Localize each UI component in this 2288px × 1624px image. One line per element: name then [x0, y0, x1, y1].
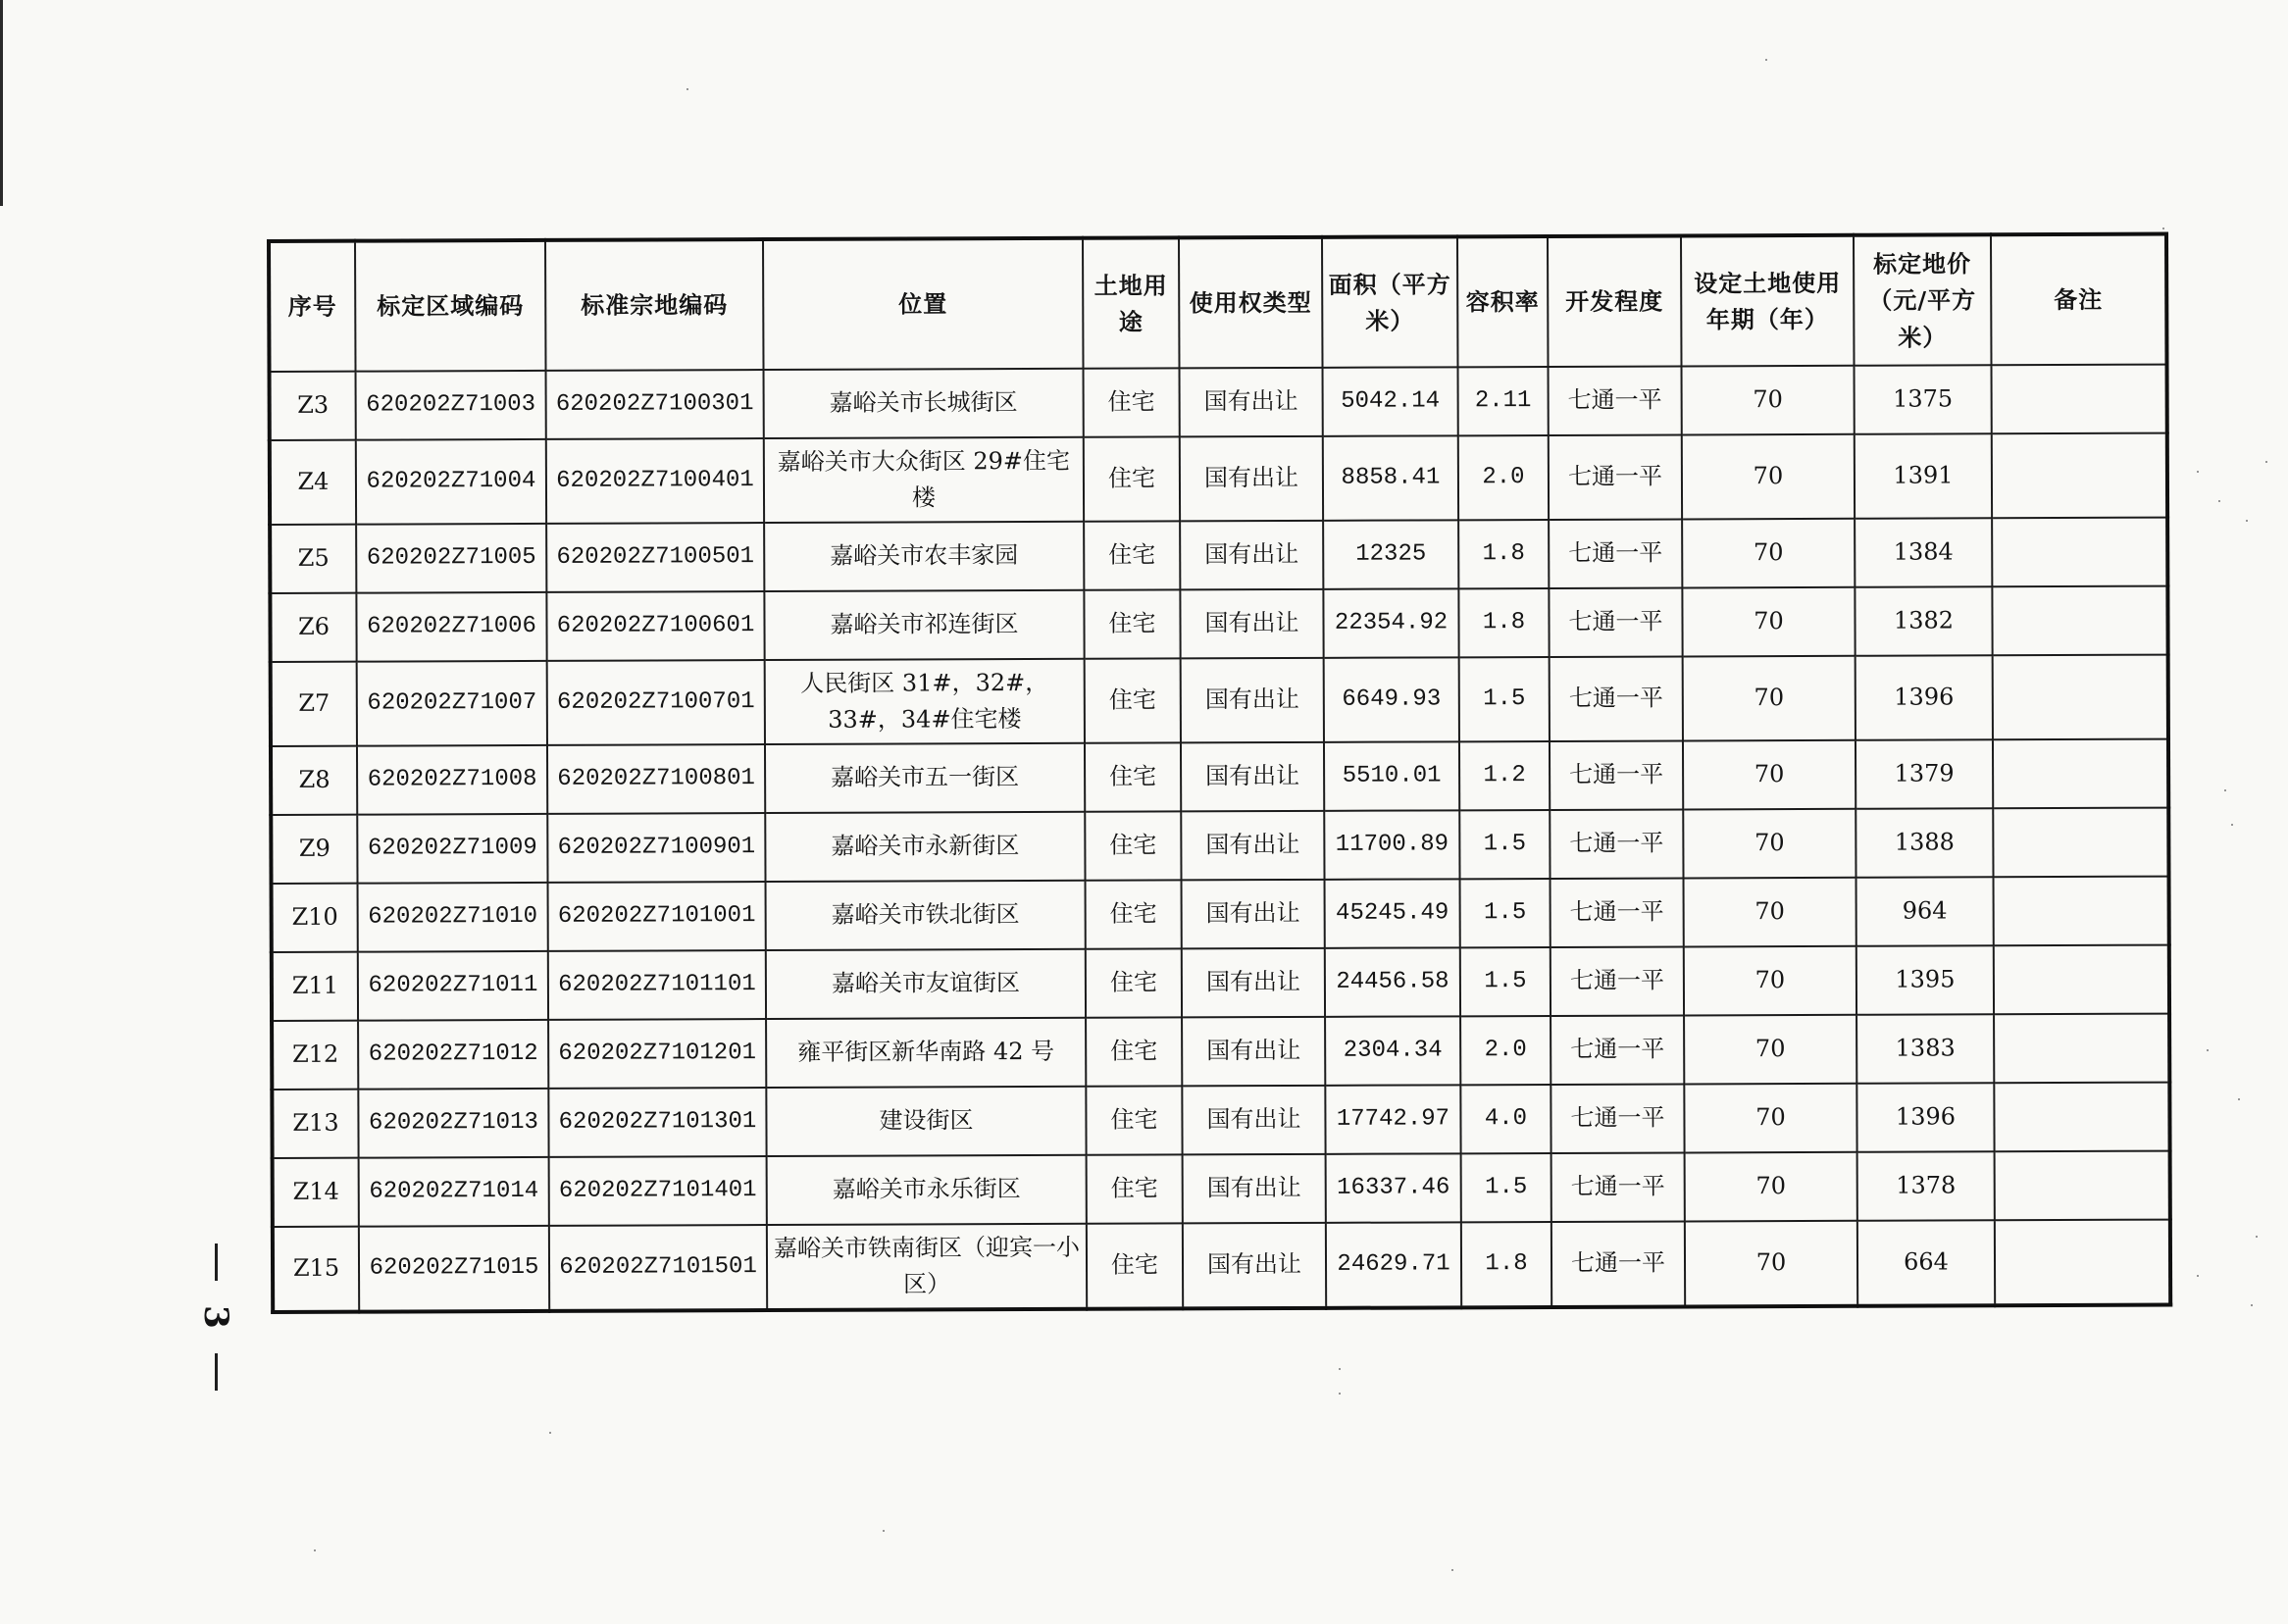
table-row [270, 586, 2167, 662]
cell-land-use: 住宅 [1086, 948, 1182, 1017]
cell-seq: Z13 [272, 1090, 358, 1158]
header-term: 设定土地使用年期（年） [1681, 235, 1855, 367]
cell-area: 24629.71 [1326, 1222, 1461, 1308]
table-row [273, 1151, 2170, 1227]
table-row [272, 945, 2169, 1021]
cell-term: 70 [1682, 434, 1855, 520]
cell-development: 七通一平 [1549, 434, 1682, 520]
land-price-table [267, 232, 2172, 1314]
cell-term: 70 [1683, 656, 1856, 741]
cell-term: 70 [1684, 878, 1856, 947]
cell-development: 七通一平 [1551, 878, 1684, 947]
cell-plot-ratio: 1.5 [1459, 810, 1550, 879]
cell-land-use: 住宅 [1084, 589, 1180, 658]
header-row [269, 234, 2166, 372]
header-remarks: 备注 [1991, 234, 2167, 366]
cell-seq: Z8 [271, 746, 357, 815]
cell-price: 964 [1856, 877, 1994, 946]
scan-speck [686, 88, 688, 90]
page-number [192, 1243, 239, 1391]
cell-parcel-code: 620202Z7100501 [546, 523, 764, 592]
cell-plot-ratio: 2.11 [1458, 367, 1549, 435]
cell-location: 嘉峪关市农丰家园 [764, 522, 1084, 591]
cell-remarks [1995, 1220, 2170, 1306]
cell-right-type: 国有出让 [1183, 1223, 1326, 1309]
cell-region-code: 620202Z71005 [356, 524, 546, 593]
header-location: 位置 [763, 238, 1084, 370]
cell-term: 70 [1683, 809, 1856, 879]
cell-right-type: 国有出让 [1182, 1086, 1325, 1155]
cell-remarks [1993, 655, 2168, 740]
cell-remarks [1992, 365, 2167, 434]
cell-seq: Z3 [270, 372, 356, 440]
header-plot-ratio: 容积率 [1457, 236, 1549, 367]
table-row [272, 1083, 2169, 1158]
scan-speck [2207, 1049, 2209, 1051]
cell-location: 嘉峪关市祁连街区 [764, 590, 1084, 660]
cell-land-use: 住宅 [1085, 811, 1181, 880]
cell-location: 嘉峪关市铁北街区 [766, 881, 1086, 950]
header-area: 面积（平方米） [1322, 236, 1458, 368]
cell-parcel-code: 620202Z7100801 [547, 744, 765, 814]
scan-speck [1339, 1393, 1341, 1395]
cell-plot-ratio: 1.5 [1460, 879, 1551, 947]
cell-price: 664 [1857, 1220, 1995, 1306]
cell-term: 70 [1685, 1152, 1857, 1222]
cell-plot-ratio: 1.2 [1459, 741, 1550, 810]
cell-region-code: 620202Z71011 [358, 951, 548, 1021]
page-number-dash-bottom [215, 1353, 218, 1391]
cell-parcel-code: 620202Z7100901 [547, 813, 765, 883]
cell-parcel-code: 620202Z7100601 [546, 591, 764, 661]
cell-right-type: 国有出让 [1181, 742, 1324, 812]
cell-term: 70 [1684, 1015, 1856, 1085]
scan-speck [2218, 500, 2220, 502]
cell-area: 5042.14 [1323, 367, 1458, 436]
cell-term: 70 [1682, 519, 1855, 588]
cell-region-code: 620202Z71014 [359, 1157, 549, 1227]
table-row [270, 518, 2167, 593]
cell-land-use: 住宅 [1086, 1086, 1182, 1154]
cell-parcel-code: 620202Z7101101 [548, 950, 766, 1020]
cell-plot-ratio: 1.8 [1458, 588, 1549, 657]
header-land-use: 土地用途 [1083, 237, 1180, 368]
cell-development: 七通一平 [1551, 1221, 1685, 1307]
cell-right-type: 国有出让 [1180, 368, 1323, 437]
table-row [270, 433, 2167, 525]
cell-plot-ratio: 4.0 [1460, 1085, 1551, 1153]
cell-price: 1396 [1856, 655, 1993, 740]
header-development: 开发程度 [1548, 235, 1682, 367]
cell-area: 5510.01 [1324, 741, 1459, 811]
cell-land-use: 住宅 [1087, 1223, 1183, 1308]
cell-seq: Z4 [270, 440, 356, 525]
cell-price: 1395 [1856, 945, 1994, 1015]
cell-land-use: 住宅 [1084, 368, 1180, 436]
cell-region-code: 620202Z71004 [356, 439, 546, 525]
cell-plot-ratio: 1.5 [1459, 657, 1550, 741]
cell-location: 嘉峪关市长城街区 [764, 369, 1084, 438]
cell-parcel-code: 620202Z7100401 [546, 438, 764, 524]
cell-right-type: 国有出让 [1180, 521, 1323, 590]
cell-parcel-code: 620202Z7100301 [546, 370, 764, 439]
table-row [270, 365, 2167, 440]
cell-remarks [1993, 808, 2168, 878]
cell-price: 1391 [1855, 433, 1992, 519]
header-parcel-code: 标准宗地编码 [545, 239, 764, 371]
scan-speck [2251, 1304, 2253, 1306]
scan-speck [2197, 471, 2199, 473]
cell-plot-ratio: 1.8 [1458, 520, 1549, 588]
cell-price: 1396 [1856, 1083, 1994, 1152]
scan-speck [2224, 789, 2226, 791]
cell-location: 人民街区 31#，32#，33#，34#住宅楼 [765, 659, 1085, 744]
table-row [272, 877, 2169, 952]
cell-seq: Z5 [270, 525, 356, 593]
cell-region-code: 620202Z71007 [357, 661, 547, 746]
land-price-table-container [267, 232, 2168, 1314]
scan-edge-line [0, 0, 3, 206]
cell-plot-ratio: 2.0 [1458, 435, 1549, 520]
cell-location: 嘉峪关市铁南街区（迎宾一小区） [767, 1224, 1087, 1310]
cell-remarks [1995, 1151, 2170, 1221]
scan-speck [2256, 1236, 2258, 1238]
cell-land-use: 住宅 [1087, 1154, 1183, 1223]
cell-right-type: 国有出让 [1183, 1154, 1326, 1224]
cell-right-type: 国有出让 [1180, 436, 1323, 522]
page-number-dash-top [215, 1243, 218, 1281]
cell-seq: Z12 [272, 1021, 358, 1090]
cell-seq: Z9 [271, 815, 357, 884]
cell-seq: Z7 [271, 662, 357, 746]
scan-speck [2265, 461, 2267, 463]
cell-region-code: 620202Z71010 [358, 883, 548, 952]
table-row [273, 1220, 2170, 1312]
cell-development: 七通一平 [1551, 946, 1684, 1016]
table-body [270, 365, 2171, 1312]
scan-speck [314, 1549, 316, 1551]
cell-area: 16337.46 [1326, 1153, 1461, 1223]
cell-development: 七通一平 [1549, 519, 1682, 588]
cell-land-use: 住宅 [1085, 658, 1181, 742]
cell-seq: Z11 [272, 952, 358, 1021]
table-row [271, 739, 2168, 815]
cell-development: 七通一平 [1550, 809, 1683, 879]
cell-parcel-code: 620202Z7101401 [549, 1156, 767, 1226]
cell-region-code: 620202Z71003 [356, 371, 546, 440]
header-region-code: 标定区域编码 [355, 240, 546, 372]
cell-parcel-code: 620202Z7101201 [548, 1019, 766, 1089]
scan-speck [2197, 1275, 2199, 1277]
scan-speck [883, 1530, 885, 1532]
header-price: 标定地价（元/平方米） [1854, 234, 1992, 366]
cell-right-type: 国有出让 [1181, 658, 1324, 743]
cell-remarks [1994, 1083, 2169, 1152]
cell-term: 70 [1682, 366, 1855, 435]
cell-remarks [1993, 739, 2168, 809]
cell-development: 七通一平 [1550, 656, 1683, 741]
cell-price: 1379 [1856, 739, 1993, 809]
cell-land-use: 住宅 [1084, 521, 1180, 589]
cell-remarks [1994, 1014, 2169, 1084]
scan-speck [2231, 824, 2233, 826]
cell-area: 2304.34 [1325, 1016, 1460, 1086]
cell-right-type: 国有出让 [1181, 811, 1324, 881]
cell-land-use: 住宅 [1086, 1017, 1182, 1086]
cell-parcel-code: 620202Z7101001 [548, 882, 766, 951]
table-row [271, 655, 2168, 746]
cell-price: 1382 [1855, 586, 1992, 656]
cell-area: 6649.93 [1324, 657, 1459, 742]
cell-region-code: 620202Z71012 [358, 1020, 548, 1090]
header-seq: 序号 [269, 241, 356, 372]
cell-price: 1378 [1857, 1151, 1995, 1221]
cell-development: 七通一平 [1551, 1015, 1684, 1085]
cell-plot-ratio: 1.5 [1461, 1153, 1551, 1222]
cell-right-type: 国有出让 [1182, 880, 1325, 949]
cell-area: 12325 [1323, 520, 1458, 589]
header-right-type: 使用权类型 [1179, 237, 1323, 369]
cell-development: 七通一平 [1549, 587, 1682, 657]
cell-term: 70 [1683, 740, 1856, 810]
cell-plot-ratio: 1.8 [1461, 1222, 1551, 1307]
cell-term: 70 [1682, 587, 1855, 657]
cell-plot-ratio: 2.0 [1460, 1016, 1551, 1085]
table-row [272, 1014, 2169, 1090]
cell-term: 70 [1684, 1084, 1856, 1153]
cell-development: 七通一平 [1549, 366, 1682, 435]
cell-region-code: 620202Z71015 [359, 1226, 549, 1312]
cell-right-type: 国有出让 [1180, 589, 1323, 659]
cell-term: 70 [1684, 946, 1856, 1016]
cell-land-use: 住宅 [1084, 436, 1180, 521]
cell-seq: Z14 [273, 1158, 359, 1227]
scan-speck [1339, 1368, 1341, 1370]
cell-seq: Z6 [270, 593, 356, 662]
scan-speck [1451, 1569, 1453, 1571]
cell-price: 1375 [1855, 365, 1992, 434]
cell-price: 1383 [1856, 1014, 1994, 1084]
cell-location: 嘉峪关市永乐街区 [767, 1155, 1087, 1225]
cell-location: 雍平街区新华南路 42 号 [766, 1018, 1086, 1088]
cell-area: 24456.58 [1325, 947, 1460, 1017]
cell-term: 70 [1685, 1221, 1857, 1307]
scan-speck [549, 1432, 551, 1434]
cell-remarks [1992, 518, 2167, 587]
cell-remarks [1992, 433, 2167, 519]
cell-remarks [1994, 877, 2169, 946]
cell-area: 17742.97 [1325, 1085, 1460, 1154]
table-row [271, 808, 2168, 884]
cell-area: 22354.92 [1323, 588, 1458, 658]
cell-region-code: 620202Z71006 [356, 592, 546, 662]
cell-land-use: 住宅 [1086, 880, 1182, 948]
cell-parcel-code: 620202Z7101501 [549, 1225, 767, 1311]
scan-speck [2246, 520, 2248, 522]
cell-remarks [1992, 586, 2167, 656]
cell-location: 嘉峪关市大众街区 29#住宅楼 [764, 437, 1084, 523]
cell-development: 七通一平 [1551, 1152, 1685, 1222]
cell-area: 8858.41 [1323, 435, 1458, 521]
cell-region-code: 620202Z71009 [357, 814, 547, 884]
cell-right-type: 国有出让 [1182, 948, 1325, 1018]
cell-remarks [1994, 945, 2169, 1015]
cell-price: 1384 [1855, 518, 1992, 587]
cell-parcel-code: 620202Z7100701 [547, 660, 765, 745]
cell-region-code: 620202Z71008 [357, 745, 547, 815]
cell-price: 1388 [1856, 808, 1993, 878]
cell-region-code: 620202Z71013 [358, 1089, 548, 1158]
page-number-value: 3 [195, 1305, 235, 1329]
cell-development: 七通一平 [1551, 1084, 1684, 1153]
scan-speck [2238, 1098, 2240, 1100]
scan-speck [2162, 228, 2164, 229]
cell-area: 45245.49 [1325, 879, 1460, 948]
cell-location: 建设街区 [766, 1087, 1086, 1156]
cell-location: 嘉峪关市友谊街区 [766, 949, 1086, 1019]
cell-location: 嘉峪关市永新街区 [765, 812, 1085, 882]
cell-land-use: 住宅 [1085, 742, 1181, 811]
cell-right-type: 国有出让 [1182, 1017, 1325, 1087]
cell-location: 嘉峪关市五一街区 [765, 743, 1085, 813]
cell-parcel-code: 620202Z7101301 [548, 1088, 766, 1157]
cell-area: 11700.89 [1324, 810, 1459, 880]
scan-speck [1765, 59, 1767, 61]
cell-plot-ratio: 1.5 [1460, 947, 1551, 1016]
cell-seq: Z10 [272, 884, 358, 952]
cell-seq: Z15 [273, 1227, 359, 1312]
cell-development: 七通一平 [1550, 740, 1683, 810]
